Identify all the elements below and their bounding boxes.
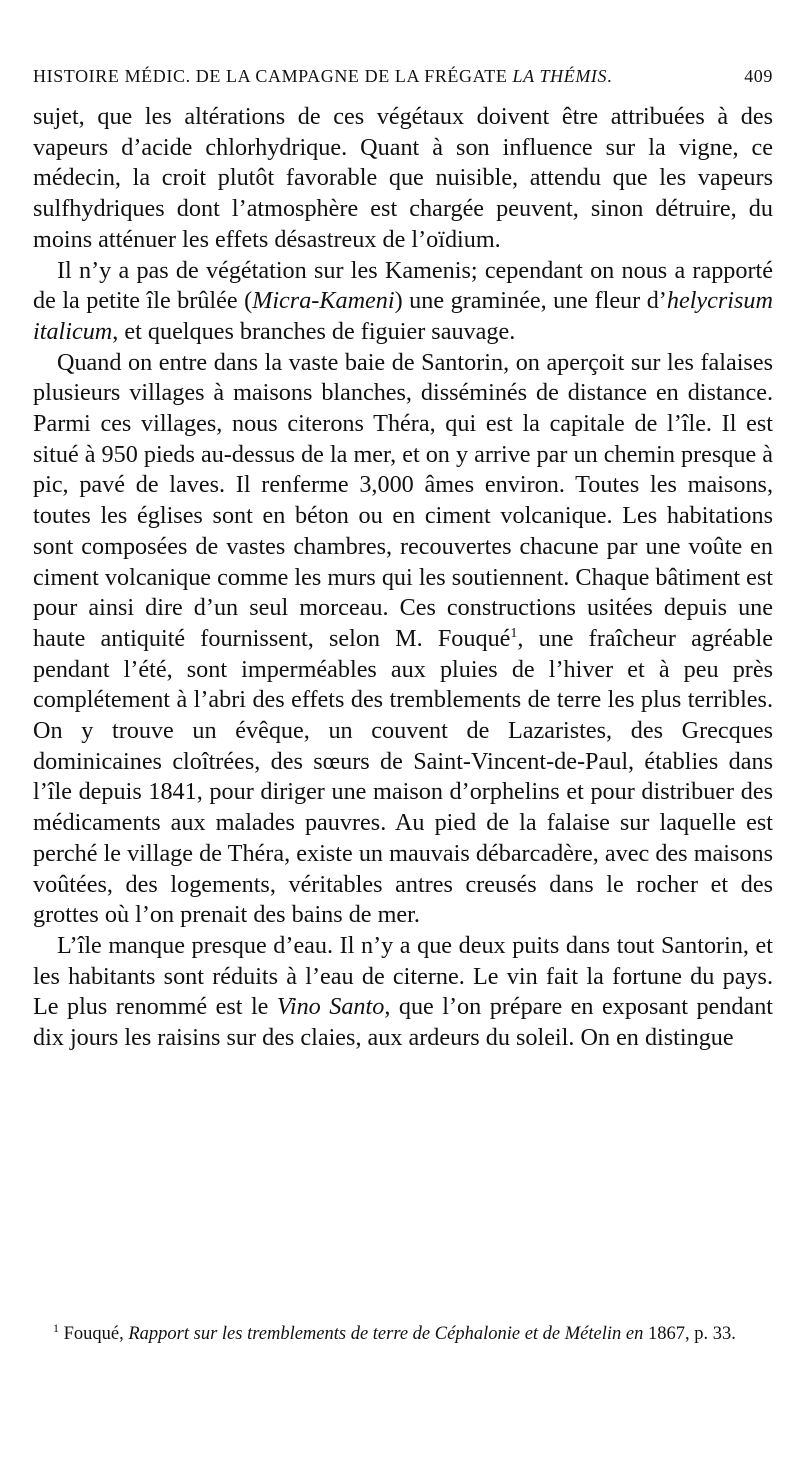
paragraph-1: sujet, que les altérations de ces végétaux doivent être attribuées à des vapeurs d’acide chlorhydrique. Quant à son influence sur la vigne, ce médecin, la croit plutôt favorable que nuisible, attendu que les vapeurs sulfhydriques dont l’atmosphère est chargée peuvent, sinon détruire, du moins atténuer les effets désastreux de l’oïdium. (33, 103, 773, 253)
p4-text-b: , que l’on prépare en exposant pendant dix jours les raisins sur des claies, aux ardeurs du soleil. On en distingue (33, 993, 774, 1052)
p4-text-a: L’île manque presque d’eau. Il n’y a que deux puits dans tout Santorin, et les habitants sont réduits à l’eau de citerne. Le vin fait la fortune du pays. Le plus renommé est le (33, 931, 773, 1021)
p2-text-b: ) une graminée, une fleur d’ (394, 287, 667, 315)
running-title: HISTOIRE MÉDIC. DE LA CAMPAGNE DE LA FRÉGATE (33, 66, 513, 86)
body-text (33, 102, 773, 1054)
footnote-mark: 1 (53, 1320, 59, 1335)
running-header (33, 66, 773, 87)
term-vino-santo: Vino Santo (276, 993, 385, 1021)
ship-name: LA THÉMIS (512, 66, 608, 86)
ship-suffix: . (607, 66, 613, 86)
paragraph-4 (33, 931, 773, 1054)
page-number: 409 (744, 66, 773, 86)
footnote-reference[interactable]: 1 (510, 625, 518, 641)
p2-text-c: , et quelques branches de figuier sauvage. (112, 317, 516, 345)
footnote-rest: 1867, p. 33. (643, 1324, 736, 1344)
paragraph-2 (33, 256, 773, 348)
paragraph-3 (33, 348, 773, 931)
footnote-author: Fouqué, (59, 1324, 129, 1344)
p2-text-a: Il n’y a pas de végétation sur les Kamenis; cependant on nous a rapporté de la petite île brûlée ( (33, 256, 773, 315)
footnote (33, 1322, 773, 1347)
p3-text-a: Quand on entre dans la vaste baie de Santorin, on aperçoit sur les falaises plusieurs villages à maisons blanches, disséminés de distance en distance. Parmi ces villages, nous citerons Théra, qui est la capitale de l’île. Il est situé à 950 pieds au-dessus de la mer, et on y arrive par un chemin presque à pic, pavé de laves. Il renferme 3,000 âmes environ. Toutes les maisons, toutes les églises sont en béton ou en ciment volcanique. Les habitations sont composées de vastes chambres, recouvertes chacune par une voûte en ciment volcanique comme les murs qui les soutiennent. Chaque bâtiment est pour ainsi dire d’un seul morceau. Ces constructions usitées depuis une haute antiquité fournissent, selon M. Fouqué (33, 348, 773, 652)
footnote-title: Rapport sur les tremblements de terre de Céphalonie et de Mételin en (128, 1324, 644, 1344)
p3-text-b: , une fraîcheur agréable pendant l’été, sont imperméables aux pluies de l’hiver et à peu près complétement à l’abri des effets des tremblements de terre les plus terribles. On y trouve un évêque, un couvent de Lazaristes, des Grecques dominicaines cloîtrées, des sœurs de Saint-Vincent-de-Paul, établies dans l’île depuis 1841, pour diriger une maison d’orphelins et pour distribuer des médicaments aux malades pauvres. Au pied de la falaise sur laquelle est perché le village de Théra, existe un mauvais débarcadère, avec des maisons voûtées, des logements, véritables antres creusés dans le rocher et des grottes où l’on prenait des bains de mer. (33, 624, 773, 929)
term-micra-kameni: Micra-Kameni (252, 287, 395, 315)
term-helycrisum: helycrisum italicum (33, 287, 773, 345)
